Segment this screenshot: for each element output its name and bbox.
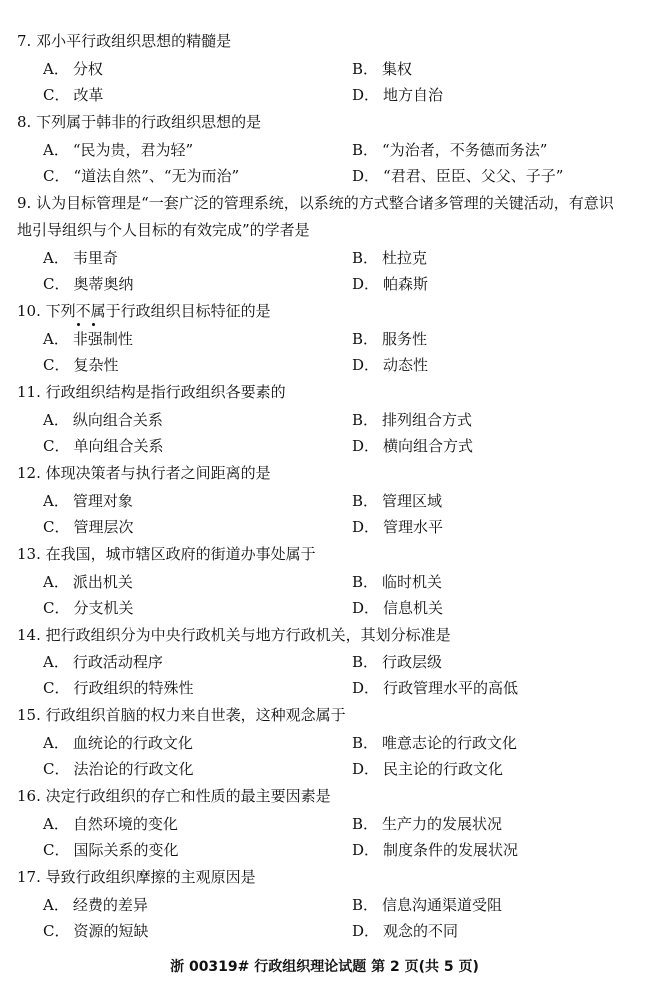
option-c: C． 改革 <box>43 86 104 104</box>
question-number: 17. <box>17 868 41 886</box>
question-stem: 行政组织首脑的权力来自世袭，这种观念属于 <box>45 706 346 724</box>
option-b: B． 服务性 <box>352 330 428 348</box>
option-b: B． 临时机关 <box>352 573 443 591</box>
question-9 <box>17 190 617 244</box>
option-a: A． 管理对象 <box>43 492 133 510</box>
question-7 <box>17 28 642 55</box>
option-c: C． 复杂性 <box>43 356 119 374</box>
question-number: 7. <box>17 32 32 50</box>
option-d: D． 观念的不同 <box>352 922 459 940</box>
question-number: 9. <box>17 194 32 212</box>
option-b: B． 行政层级 <box>352 653 443 671</box>
option-b: B． 集权 <box>352 60 413 78</box>
option-b: B． 排列组合方式 <box>352 411 473 429</box>
option-b: B． “为治者，不务德而务法” <box>352 141 548 159</box>
question-stem: 下列属于韩非的行政组织思想的是 <box>36 113 262 131</box>
question-stem: 在我国，城市辖区政府的街道办事处属于 <box>45 545 316 563</box>
option-b: B． 唯意志论的行政文化 <box>352 734 518 752</box>
question-stem: 行政组织结构是指行政组织各要素的 <box>45 383 286 401</box>
option-d: D． 帕森斯 <box>352 275 429 293</box>
option-a: A． 血统论的行政文化 <box>43 734 193 752</box>
option-d: D． 民主论的行政文化 <box>352 760 504 778</box>
question-number: 16. <box>17 787 41 805</box>
option-c: C． 法治论的行政文化 <box>43 760 194 778</box>
question-number: 8. <box>17 113 32 131</box>
option-d: D． 横向组合方式 <box>352 437 474 455</box>
question-stem: 把行政组织分为中央行政机关与地方行政机关，其划分标准是 <box>45 626 451 644</box>
option-d: D． “君君、臣臣、父父、子子” <box>352 167 564 185</box>
option-c: C． 行政组织的特殊性 <box>43 679 194 697</box>
option-c: C． 资源的短缺 <box>43 922 149 940</box>
question-stem: 导致行政组织摩擦的主观原因是 <box>45 868 256 886</box>
question-stem: 认为目标管理是“一套广泛的管理系统，以系统的方式整合诸多管理的关键活动，有意识地引导组织与个人目标的有效完成”的学者是 <box>17 194 614 239</box>
option-a: A． 经费的差异 <box>43 896 148 914</box>
option-b: B． 杜拉克 <box>352 249 428 267</box>
option-c: C． 奥蒂奥纳 <box>43 275 134 293</box>
question-stem: 体现决策者与执行者之间距离的是 <box>45 464 271 482</box>
option-d: D． 管理水平 <box>352 518 444 536</box>
question-16 <box>17 783 642 810</box>
option-a: A． 非强制性 <box>43 330 133 348</box>
option-a: A． 自然环境的变化 <box>43 815 178 833</box>
question-17 <box>17 864 642 891</box>
question-stem: 邓小平行政组织思想的精髓是 <box>36 32 232 50</box>
question-number: 15. <box>17 706 41 724</box>
question-number: 14. <box>17 626 41 644</box>
page-footer: 浙 00319# 行政组织理论试题 第 2 页(共 5 页) <box>170 959 479 975</box>
option-a: A． 派出机关 <box>43 573 133 591</box>
option-c: C． 国际关系的变化 <box>43 841 179 859</box>
option-c: C． 分支机关 <box>43 599 134 617</box>
question-number: 12. <box>17 464 41 482</box>
option-a: A． 纵向组合关系 <box>43 411 163 429</box>
question-13 <box>17 541 642 568</box>
question-14 <box>17 622 642 649</box>
option-d: D． 地方自治 <box>352 86 444 104</box>
option-d: D． 信息机关 <box>352 599 444 617</box>
question-stem: 决定行政组织的存亡和性质的最主要因素是 <box>45 787 331 805</box>
option-a: A． 分权 <box>43 60 103 78</box>
option-c: C． 管理层次 <box>43 518 134 536</box>
option-b: B． 管理区域 <box>352 492 443 510</box>
option-d: D． 制度条件的发展状况 <box>352 841 519 859</box>
question-number: 10. <box>17 302 41 320</box>
question-stem: 下列不属于行政组织目标特征的是 <box>45 302 271 320</box>
question-15 <box>17 702 642 729</box>
option-a: A． “民为贵，君为轻” <box>43 141 194 159</box>
question-10 <box>17 298 642 325</box>
option-d: D． 行政管理水平的高低 <box>352 679 519 697</box>
question-number: 13. <box>17 545 41 563</box>
emphasis-dot <box>77 323 80 326</box>
option-b: B． 生产力的发展状况 <box>352 815 503 833</box>
question-11 <box>17 379 642 406</box>
option-a: A． 行政活动程序 <box>43 653 163 671</box>
question-number: 11. <box>17 383 41 401</box>
option-d: D． 动态性 <box>352 356 429 374</box>
option-b: B． 信息沟通渠道受阻 <box>352 896 503 914</box>
question-8 <box>17 109 642 136</box>
option-c: C． “道法自然”、“无为而治” <box>43 167 240 185</box>
option-c: C． 单向组合关系 <box>43 437 164 455</box>
emphasis-dot <box>92 323 95 326</box>
option-a: A． 韦里奇 <box>43 249 118 267</box>
question-12 <box>17 460 642 487</box>
